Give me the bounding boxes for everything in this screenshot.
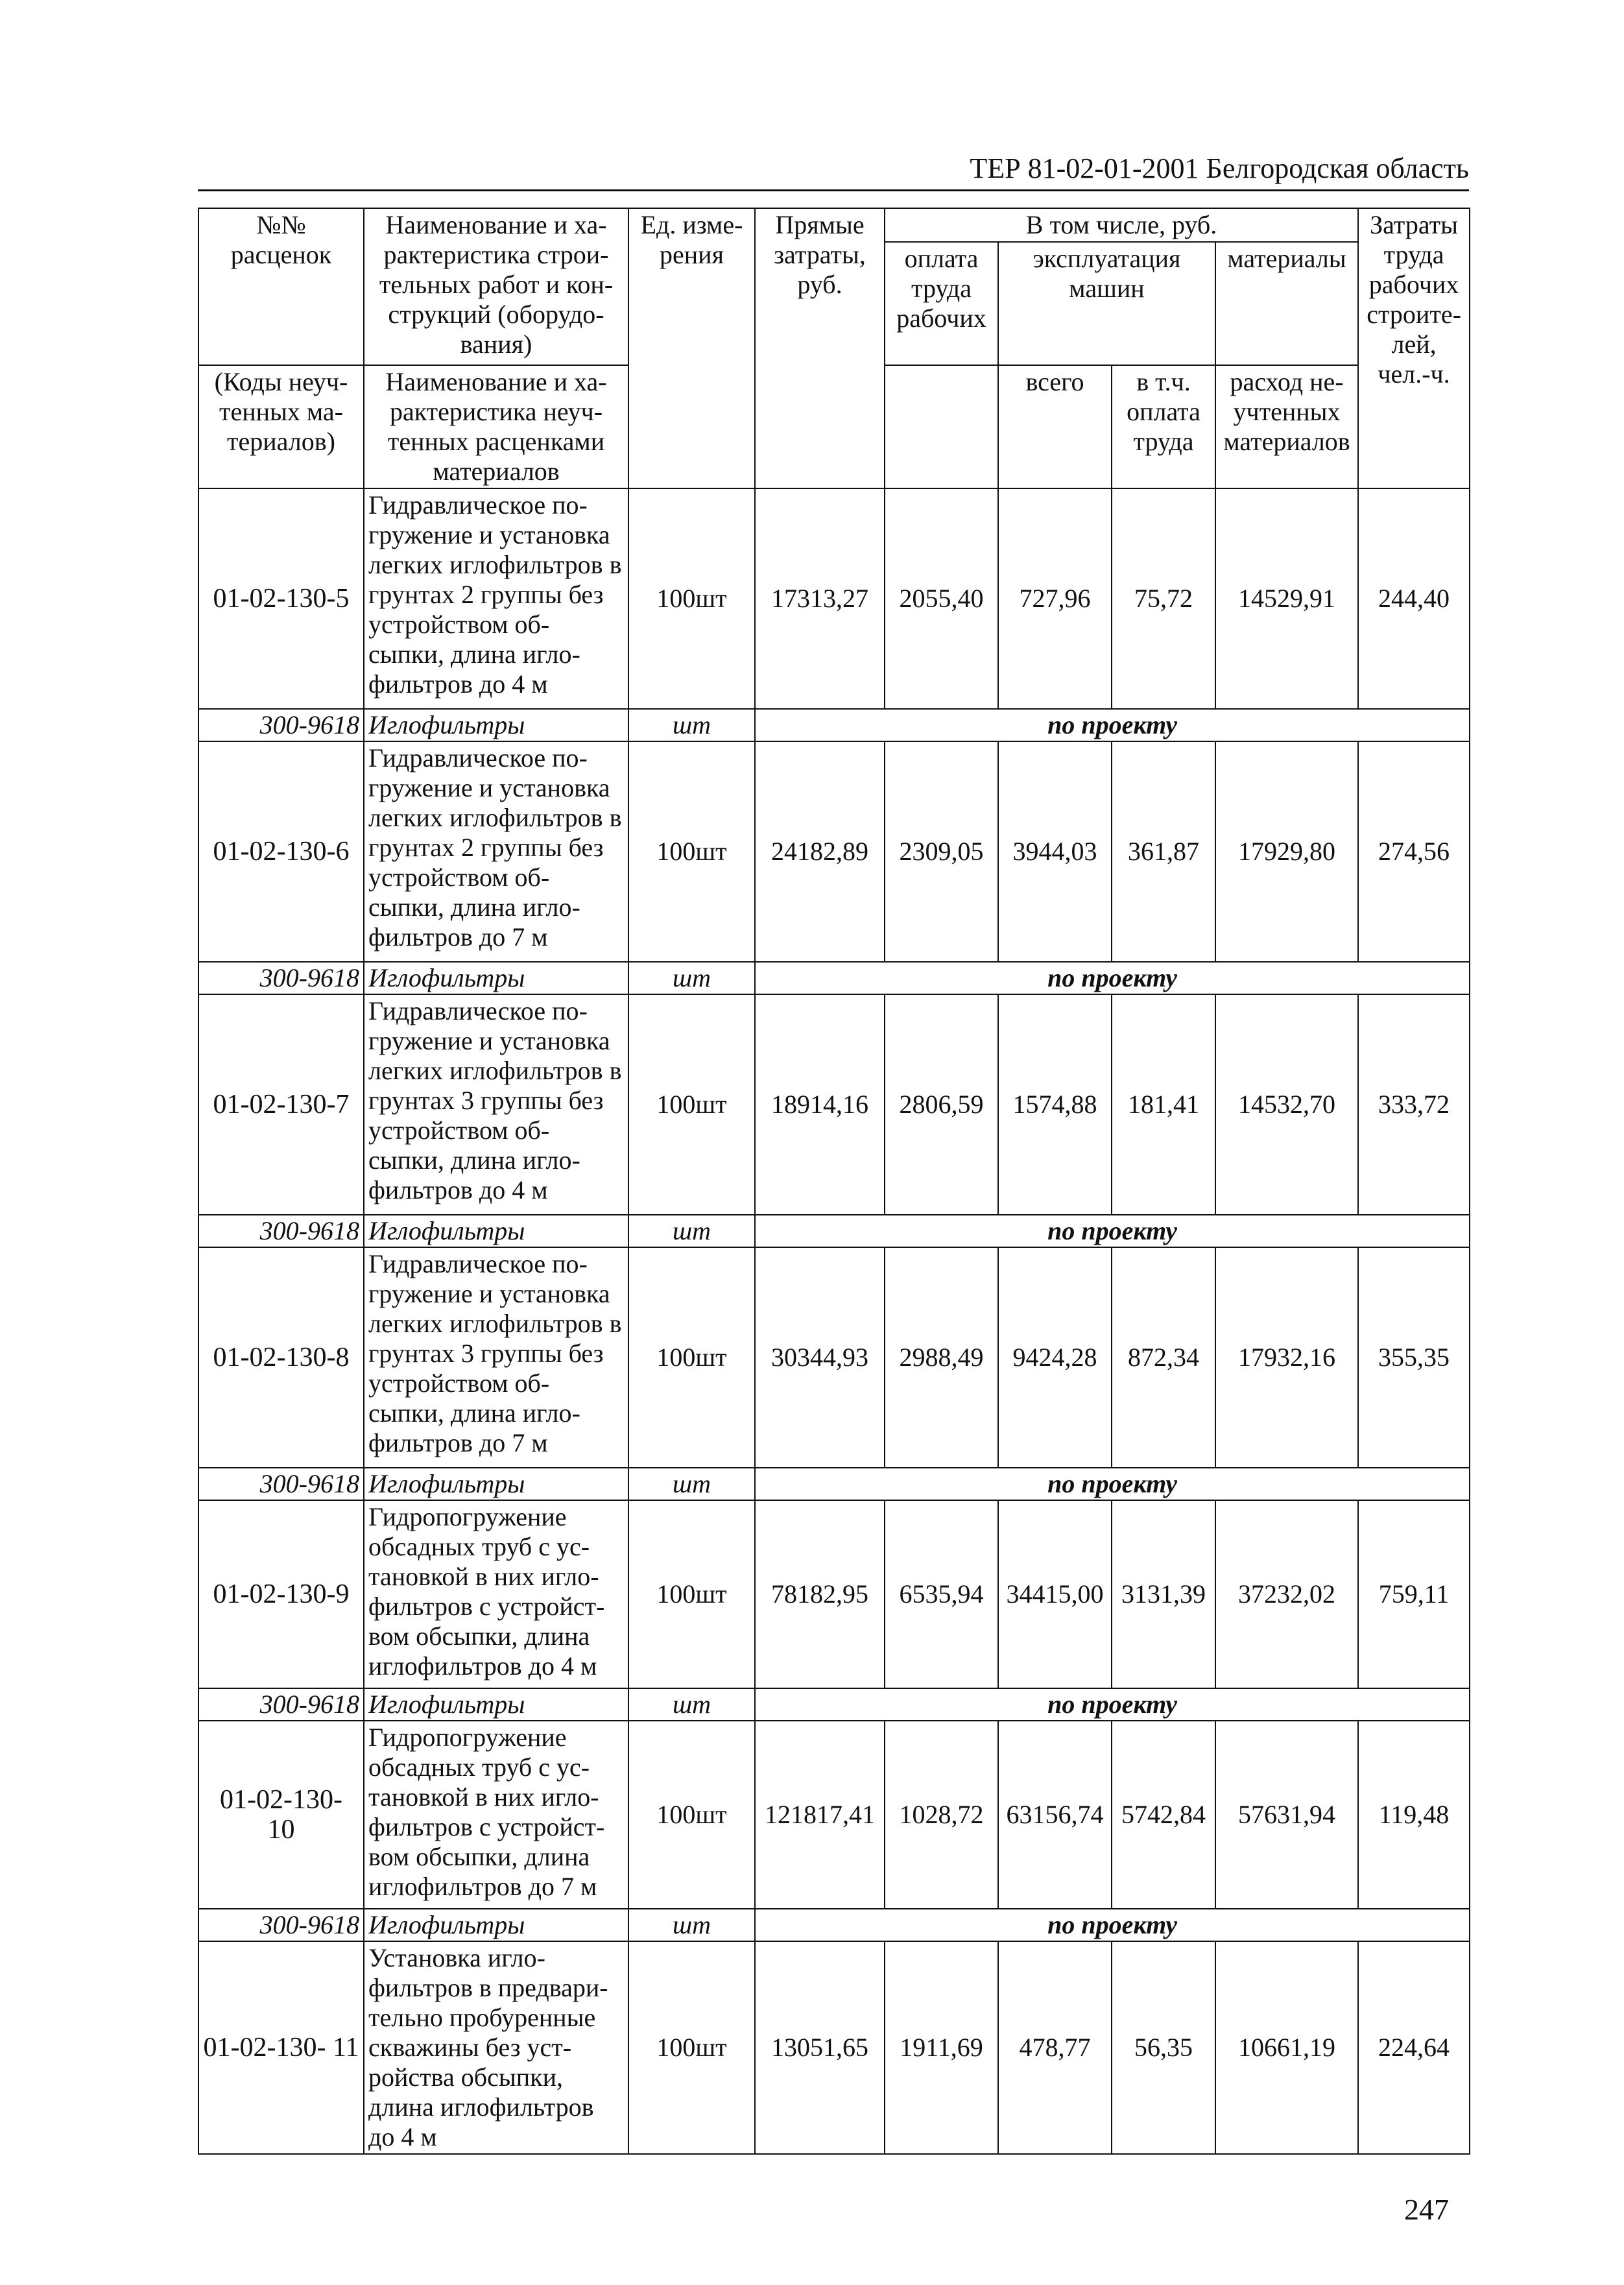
- rate-code: 01-02-130-8: [198, 1247, 364, 1468]
- header-materials-unaccounted: расход не- учтенных материалов: [1215, 365, 1358, 488]
- direct-costs: 78182,95: [755, 1500, 885, 1688]
- header-rule: [198, 189, 1469, 191]
- material-name: Иглофильтры: [364, 1215, 628, 1247]
- header-labor-cost: Затраты труда рабочих строите- лей, чел.-ч.: [1358, 208, 1470, 488]
- machines-total: 34415,00: [998, 1500, 1112, 1688]
- work-name: Гидравлическое по- гружение и установка легких иглофильтров в грунтах 2 группы без устройством об- сыпки, длина игло- фильтров до 7 м: [364, 741, 628, 962]
- material-unit: шт: [628, 1215, 755, 1247]
- rate-code: 01-02-130-5: [198, 488, 364, 709]
- material-note: по проекту: [755, 962, 1470, 994]
- machines-labor: 75,72: [1112, 488, 1215, 709]
- material-note: по проекту: [755, 709, 1470, 741]
- rates-table: [198, 208, 1470, 2155]
- material-note: по проекту: [755, 1468, 1470, 1500]
- header-including: В том числе, руб.: [885, 208, 1358, 242]
- machines-labor: 361,87: [1112, 741, 1215, 962]
- rate-code: 01-02-130-9: [198, 1500, 364, 1688]
- table-row: [198, 488, 1470, 709]
- labor-pay: 2309,05: [885, 741, 998, 962]
- labor-cost: 119,48: [1358, 1721, 1470, 1909]
- material-code: 300-9618: [198, 1688, 364, 1721]
- rate-code: 01-02-130-6: [198, 741, 364, 962]
- labor-cost: 224,64: [1358, 1941, 1470, 2154]
- materials: 17932,16: [1215, 1247, 1358, 1468]
- material-row: [198, 1215, 1470, 1247]
- material-name: Иглофильтры: [364, 709, 628, 741]
- unit: 100шт: [628, 1941, 755, 2154]
- table-row: [198, 1500, 1470, 1688]
- labor-cost: 274,56: [1358, 741, 1470, 962]
- work-name: Гидропогружение обсадных труб с ус- тановкой в них игло- фильтров с устройст- вом обсыпки, длина иглофильтров до 4 м: [364, 1500, 628, 1688]
- work-name: Установка игло- фильтров в предвари- тельно пробуренные скважины без уст- ройства обсыпки, длина иглофильтров до 4 м: [364, 1941, 628, 2154]
- materials: 37232,02: [1215, 1500, 1358, 1688]
- material-note: по проекту: [755, 1688, 1470, 1721]
- table-row: [198, 1721, 1470, 1909]
- rate-code: 01-02-130-7: [198, 994, 364, 1215]
- header-empty-cell: [885, 365, 998, 488]
- rate-code: 01-02-130- 10: [198, 1721, 364, 1909]
- labor-cost: 759,11: [1358, 1500, 1470, 1688]
- machines-labor: 181,41: [1112, 994, 1215, 1215]
- header-direct-costs: Прямые затраты, руб.: [755, 208, 885, 488]
- material-code: 300-9618: [198, 1468, 364, 1500]
- header-materials: материалы: [1215, 242, 1358, 365]
- material-code: 300-9618: [198, 709, 364, 741]
- materials: 10661,19: [1215, 1941, 1358, 2154]
- materials: 57631,94: [1215, 1721, 1358, 1909]
- material-row: [198, 1688, 1470, 1721]
- labor-pay: 6535,94: [885, 1500, 998, 1688]
- unit: 100шт: [628, 994, 755, 1215]
- table-row: [198, 994, 1470, 1215]
- labor-cost: 333,72: [1358, 994, 1470, 1215]
- labor-pay: 1028,72: [885, 1721, 998, 1909]
- header-code-unaccounted: (Коды неуч- тенных ма- териалов): [198, 365, 364, 488]
- machines-total: 9424,28: [998, 1247, 1112, 1468]
- labor-pay: 1911,69: [885, 1941, 998, 2154]
- material-name: Иглофильтры: [364, 1909, 628, 1941]
- unit: 100шт: [628, 1500, 755, 1688]
- direct-costs: 18914,16: [755, 994, 885, 1215]
- labor-cost: 355,35: [1358, 1247, 1470, 1468]
- rate-code: 01-02-130- 11: [198, 1941, 364, 2154]
- material-note: по проекту: [755, 1909, 1470, 1941]
- header-labor-pay: оплата труда рабочих: [885, 242, 998, 365]
- material-code: 300-9618: [198, 962, 364, 994]
- material-code: 300-9618: [198, 1909, 364, 1941]
- material-name: Иглофильтры: [364, 962, 628, 994]
- material-unit: шт: [628, 1909, 755, 1941]
- unit: 100шт: [628, 1721, 755, 1909]
- header-machines-labor: в т.ч. оплата труда: [1112, 365, 1215, 488]
- work-name: Гидропогружение обсадных труб с ус- тановкой в них игло- фильтров с устройст- вом обсыпки, длина иглофильтров до 7 м: [364, 1721, 628, 1909]
- material-row: [198, 962, 1470, 994]
- table-row: [198, 1941, 1470, 2154]
- header-unit: Ед. изме- рения: [628, 208, 755, 488]
- direct-costs: 13051,65: [755, 1941, 885, 2154]
- machines-total: 478,77: [998, 1941, 1112, 2154]
- header-row-1: [198, 208, 1470, 242]
- direct-costs: 121817,41: [755, 1721, 885, 1909]
- direct-costs: 17313,27: [755, 488, 885, 709]
- machines-labor: 56,35: [1112, 1941, 1215, 2154]
- labor-cost: 244,40: [1358, 488, 1470, 709]
- unit: 100шт: [628, 741, 755, 962]
- machines-labor: 3131,39: [1112, 1500, 1215, 1688]
- unit: 100шт: [628, 488, 755, 709]
- machines-total: 3944,03: [998, 741, 1112, 962]
- unit: 100шт: [628, 1247, 755, 1468]
- labor-pay: 2806,59: [885, 994, 998, 1215]
- direct-costs: 24182,89: [755, 741, 885, 962]
- materials: 14532,70: [1215, 994, 1358, 1215]
- material-code: 300-9618: [198, 1215, 364, 1247]
- machines-total: 63156,74: [998, 1721, 1112, 1909]
- work-name: Гидравлическое по- гружение и установка легких иглофильтров в грунтах 3 группы без устройством об- сыпки, длина игло- фильтров до 7 м: [364, 1247, 628, 1468]
- material-note: по проекту: [755, 1215, 1470, 1247]
- header-name: Наименование и ха- рактеристика строи- тельных работ и кон- струкций (оборудо- вания): [364, 208, 628, 365]
- material-unit: шт: [628, 1468, 755, 1500]
- direct-costs: 30344,93: [755, 1247, 885, 1468]
- material-row: [198, 1468, 1470, 1500]
- material-unit: шт: [628, 962, 755, 994]
- materials: 14529,91: [1215, 488, 1358, 709]
- work-name: Гидравлическое по- гружение и установка легких иглофильтров в грунтах 2 группы без устройством об- сыпки, длина игло- фильтров до 4 м: [364, 488, 628, 709]
- header-name-unaccounted: Наименование и ха- рактеристика неуч- тенных расценками материалов: [364, 365, 628, 488]
- header-code: №№ расценок: [198, 208, 364, 365]
- material-unit: шт: [628, 709, 755, 741]
- material-name: Иглофильтры: [364, 1688, 628, 1721]
- labor-pay: 2988,49: [885, 1247, 998, 1468]
- labor-pay: 2055,40: [885, 488, 998, 709]
- header-machines: эксплуатация машин: [998, 242, 1215, 365]
- material-unit: шт: [628, 1688, 755, 1721]
- material-name: Иглофильтры: [364, 1468, 628, 1500]
- material-row: [198, 1909, 1470, 1941]
- table-row: [198, 1247, 1470, 1468]
- material-row: [198, 709, 1470, 741]
- page-header-title: ТЕР 81-02-01-2001 Белгородская область: [970, 152, 1469, 184]
- table-row: [198, 741, 1470, 962]
- machines-total: 1574,88: [998, 994, 1112, 1215]
- page-number: 247: [1404, 2193, 1449, 2226]
- work-name: Гидравлическое по- гружение и установка легких иглофильтров в грунтах 3 группы без устройством об- сыпки, длина игло- фильтров до 4 м: [364, 994, 628, 1215]
- machines-total: 727,96: [998, 488, 1112, 709]
- machines-labor: 872,34: [1112, 1247, 1215, 1468]
- header-machines-total: всего: [998, 365, 1112, 488]
- materials: 17929,80: [1215, 741, 1358, 962]
- machines-labor: 5742,84: [1112, 1721, 1215, 1909]
